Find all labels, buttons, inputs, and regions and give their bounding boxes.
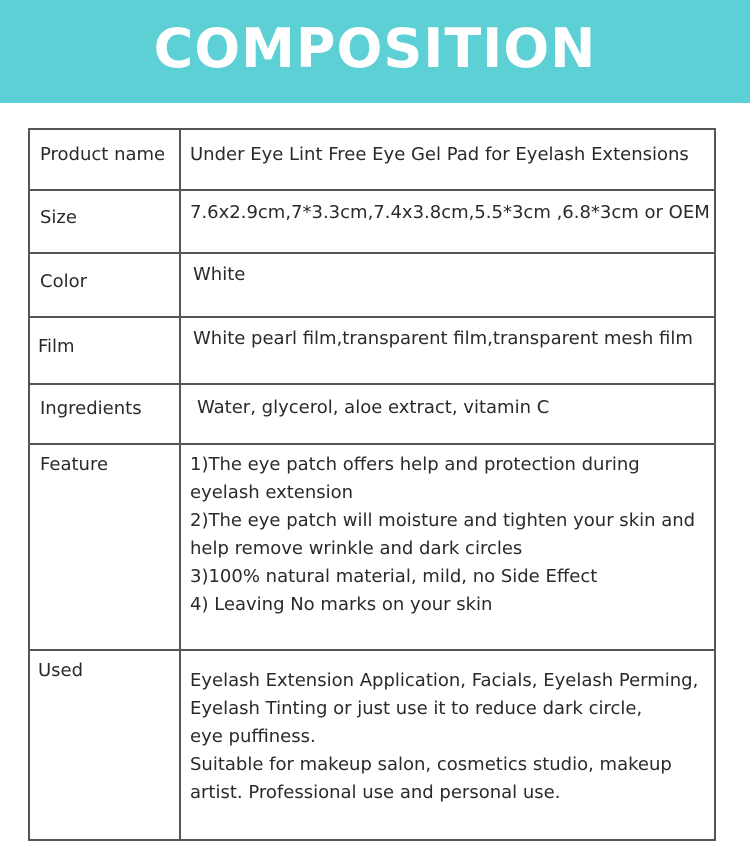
row-label: Color: [29, 253, 180, 317]
value-line: Eyelash Tinting or just use it to reduce dark circle,: [190, 698, 643, 719]
value-line: White: [193, 264, 246, 285]
row-label: Size: [29, 190, 180, 253]
row-value: [180, 384, 715, 444]
row-label: Ingredients: [29, 384, 180, 444]
value-line: 7.6x2.9cm,7*3.3cm,7.4x3.8cm,5.5*3cm ,6.8*3cm or OEM: [190, 202, 710, 223]
value-line: 4) Leaving No marks on your skin: [190, 594, 493, 615]
composition-banner: [0, 0, 750, 103]
table-row-used: [29, 650, 715, 840]
row-value: [180, 650, 715, 840]
value-line: 2)The eye patch will moisture and tighten your skin and: [190, 510, 696, 531]
page-title: COMPOSITION: [153, 17, 597, 80]
value-line: 1)The eye patch offers help and protection during: [190, 454, 640, 475]
value-line: Water, glycerol, aloe extract, vitamin C: [197, 397, 550, 418]
row-label: Film: [29, 317, 180, 384]
composition-table: [28, 128, 716, 841]
table-row-ingredients: [29, 384, 715, 444]
value-line: Suitable for makeup salon, cosmetics studio, makeup: [190, 754, 672, 775]
row-label: Used: [29, 650, 180, 840]
value-line: help remove wrinkle and dark circles: [190, 538, 523, 559]
row-value: [180, 129, 715, 190]
row-value: [180, 444, 715, 650]
row-value: [180, 253, 715, 317]
row-label: Feature: [29, 444, 180, 650]
row-value: [180, 317, 715, 384]
row-value: [180, 190, 715, 253]
row-label: Product name: [29, 129, 180, 190]
table-row-size: [29, 190, 715, 253]
value-line: 3)100% natural material, mild, no Side Effect: [190, 566, 598, 587]
value-line: Eyelash Extension Application, Facials, Eyelash Perming,: [190, 670, 699, 691]
value-line: eye puffiness.: [190, 726, 316, 747]
table-row-film: [29, 317, 715, 384]
value-line: eyelash extension: [190, 482, 354, 503]
value-line: artist. Professional use and personal use.: [190, 782, 561, 803]
value-line: White pearl film,transparent film,transparent mesh film: [193, 328, 693, 349]
value-line: Under Eye Lint Free Eye Gel Pad for Eyelash Extensions: [190, 144, 689, 165]
table-row-color: [29, 253, 715, 317]
table-row-feature: [29, 444, 715, 650]
table-row-product-name: [29, 129, 715, 190]
